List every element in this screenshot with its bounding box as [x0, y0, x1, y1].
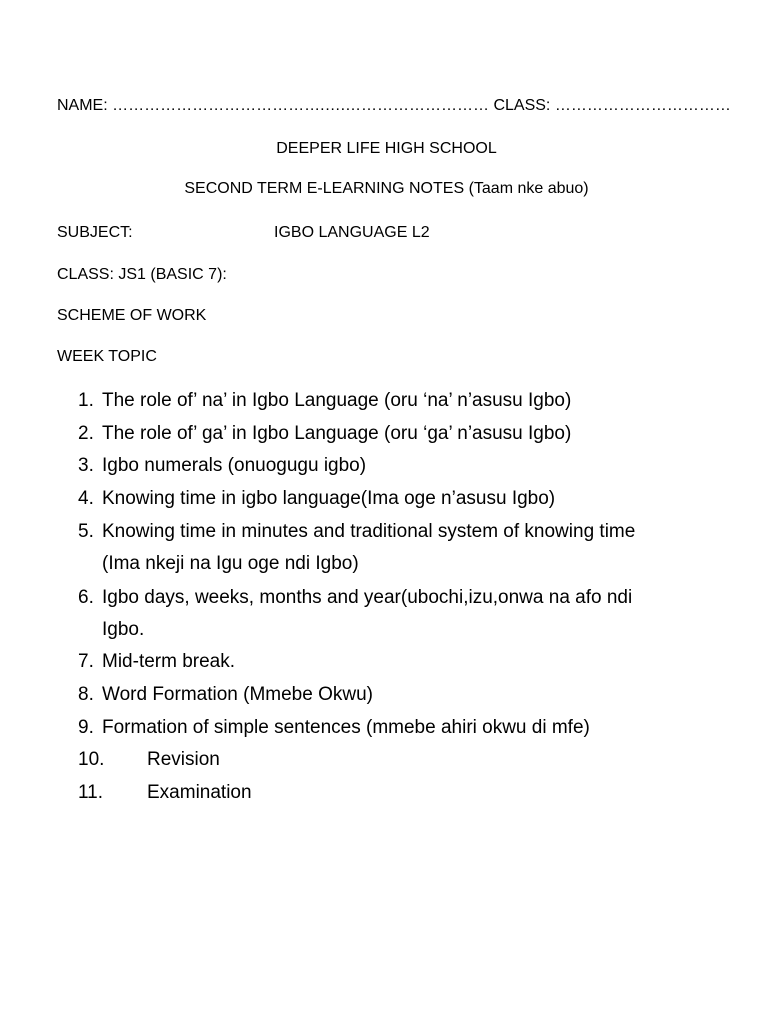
list-item: 11. Examination	[78, 782, 252, 803]
subject-value: IGBO LANGUAGE L2	[274, 224, 430, 241]
list-item-continuation: (Ima nkeji na Igu oge ndi Igbo)	[102, 553, 359, 574]
list-item: 3. Igbo numerals (onuogugu igbo)	[78, 455, 367, 476]
class-line: CLASS: JS1 (BASIC 7):	[57, 266, 227, 283]
subject-label: SUBJECT:	[57, 224, 133, 241]
list-item: 1. The role of’ na’ in Igbo Language (oru ‘na’ n’asusu Igbo)	[78, 390, 572, 411]
school-name: DEEPER LIFE HIGH SCHOOL	[276, 140, 497, 157]
list-item: 5. Knowing time in minutes and traditional system of knowing time	[78, 521, 636, 542]
list-item: 6. Igbo days, weeks, months and year(ubochi,izu,onwa na afo ndi	[78, 587, 633, 608]
name-class-line: NAME: ………………………………….….……………………… CLASS: ……………………………	[57, 97, 731, 114]
week-topic-heading: WEEK TOPIC	[57, 348, 157, 365]
list-item: 8. Word Formation (Mmebe Okwu)	[78, 684, 373, 705]
list-item-continuation: Igbo.	[102, 619, 145, 640]
list-item: 4. Knowing time in igbo language(Ima oge n’asusu Igbo)	[78, 488, 556, 509]
scheme-heading: SCHEME OF WORK	[57, 307, 207, 324]
notes-title: SECOND TERM E-LEARNING NOTES (Taam nke abuo)	[184, 180, 589, 197]
list-item: 7. Mid-term break.	[78, 651, 236, 672]
list-item: 9. Formation of simple sentences (mmebe ahiri okwu di mfe)	[78, 717, 590, 738]
list-item: 10. Revision	[78, 749, 220, 770]
list-item: 2. The role of’ ga’ in Igbo Language (oru ‘ga’ n’asusu Igbo)	[78, 423, 572, 444]
